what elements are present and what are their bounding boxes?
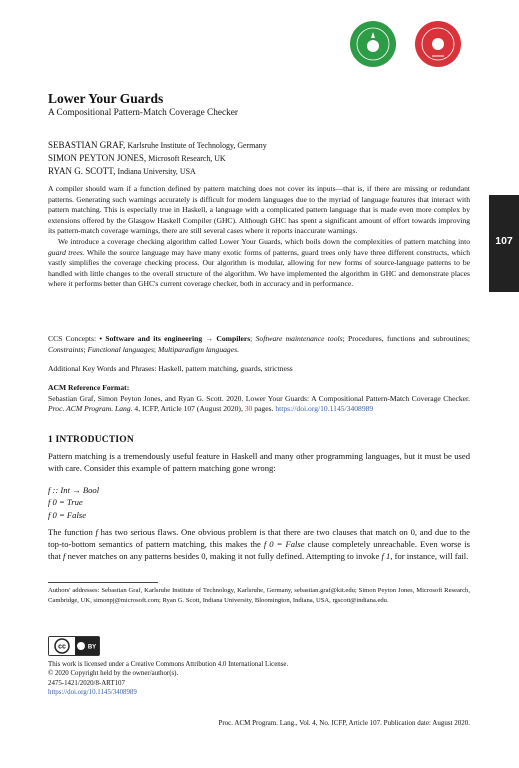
paper-subtitle: A Compositional Pattern-Match Coverage Checker — [48, 108, 239, 118]
keywords: Additional Key Words and Phrases: Haskell, pattern matching, guards, strictness — [48, 364, 293, 373]
ccs-concepts: CCS Concepts: • Software and its engineering → Compilers; Software maintenance tools; Procedures, functions and subroutines; Constraints; Functional languages; Multiparadigm languages. — [48, 334, 470, 354]
code-example — [48, 484, 99, 521]
abstract — [48, 184, 470, 290]
author-list — [48, 139, 267, 178]
cc-label: cc — [58, 643, 66, 651]
footnote-rule — [48, 582, 158, 583]
abstract-paragraph-2: We introduce a coverage checking algorithm called Lower Your Guards, which boils down the complexities of pattern matching into guard trees. While the source language may have many exotic forms of patterns, guard trees only have three different constructs, which vastly simplifies the coverage checking process. Our algorithm is modular, allowing for new forms of source-language patterns to be handled with little changes to the overall structure of the algorithm. We have implemented the algorithm in GHC and demonstrate places where it performs better than GHC's current coverage checker, both in accuracy and in performance. — [48, 236, 470, 289]
paper-title: Lower Your Guards — [48, 91, 164, 106]
license-block — [48, 660, 288, 698]
article-number-tab — [489, 195, 519, 292]
abstract-paragraph-1: A compiler should warn if a function defined by pattern matching does not cover its inputs—that is, if there are missing or redundant patterns. Generating such warnings accurately is difficult for modern languages due to the myriad of language features that interact with pattern matching. This is especially true in Haskell, a language with a complicated pattern language that is made even more complex by extensions offered by the Glasgow Haskell Compiler (GHC). Although GHC has spent a significant amount of effort towards improving its pattern-match coverage warnings, there are still several cases where it reports inaccurate warnings. — [48, 184, 470, 236]
artifacts-available-badge — [349, 20, 397, 68]
author-3: RYAN G. SCOTT, Indiana University, USA — [48, 166, 196, 176]
authors-addresses-footnote: Authors' addresses: Sebastian Graf, Karlsruhe Institute of Technology, Karlsruhe, Germany, sebastian.graf@kit.edu; Simon Peyton Jones, Microsoft Research, Cambridge, UK, simonpj@microsoft.com; Ryan G. Scott, Indiana University, Bloomington, Indiana, USA, rgscott@indiana.edu. — [48, 587, 470, 604]
artifacts-available-seal-icon — [349, 20, 397, 68]
copyright-line: © 2020 Copyright held by the owner/author(s). — [48, 670, 179, 678]
license-doi-link[interactable]: https://doi.org/10.1145/3408989 — [48, 689, 137, 697]
reference-heading: ACM Reference Format: — [48, 383, 130, 392]
by-label: BY — [87, 644, 97, 651]
code-line-1: f :: Int → Bool — [48, 485, 100, 495]
artifacts-evaluated-badge — [414, 20, 462, 68]
author-2: SIMON PEYTON JONES, Microsoft Research, UK — [48, 153, 226, 163]
code-line-2: f 0 = True — [48, 497, 83, 508]
page-footer: Proc. ACM Program. Lang., Vol. 4, No. ICFP, Article 107. Publication date: August 2020. — [218, 719, 470, 727]
article-number: 107 — [495, 235, 513, 247]
pages-link[interactable]: 30 — [244, 404, 253, 414]
code-line-3: f 0 = False — [48, 509, 87, 520]
cc-by-badge[interactable] — [48, 636, 100, 656]
intro-paragraph-1: Pattern matching is a tremendously useful feature in Haskell and many other programming languages, but it must be used with care. Consider this example of pattern matching gone wrong: — [48, 451, 470, 474]
doi-link[interactable]: https://doi.org/10.1145/3408989 — [275, 404, 374, 414]
intro-paragraph-2: The function f has two serious flaws. One obvious problem is that there are two clauses that match on 0, and due to the top-to-bottom semantics of pattern matching, this makes the f 0 = False clause completely unreachable. Even worse is that f never matches on any patterns besides 0, making it not fully defined. Attempting to invoke f 1, for instance, will fail. — [48, 527, 470, 562]
section-heading-introduction: 1 INTRODUCTION — [48, 435, 134, 445]
artifacts-evaluated-seal-icon — [414, 20, 462, 68]
reference-text: Sebastian Graf, Simon Peyton Jones, and Ryan G. Scott. 2020. Lower Your Guards: A Compositional Pattern-Match Coverage Checker. Proc. ACM Program. Lang. 4, ICFP, Article 107 (August 2020), 30 pages. https://doi.org/10.1145/3408989 — [48, 393, 470, 414]
author-1: SEBASTIAN GRAF, Karlsruhe Institute of Technology, Germany — [48, 140, 267, 150]
license-line-1: This work is licensed under a Creative Commons Attribution 4.0 International License. — [48, 661, 289, 668]
issn-line: 2475-1421/2020/8-ART107 — [48, 679, 125, 687]
acm-reference — [48, 383, 470, 415]
creative-commons-icon — [49, 637, 99, 655]
